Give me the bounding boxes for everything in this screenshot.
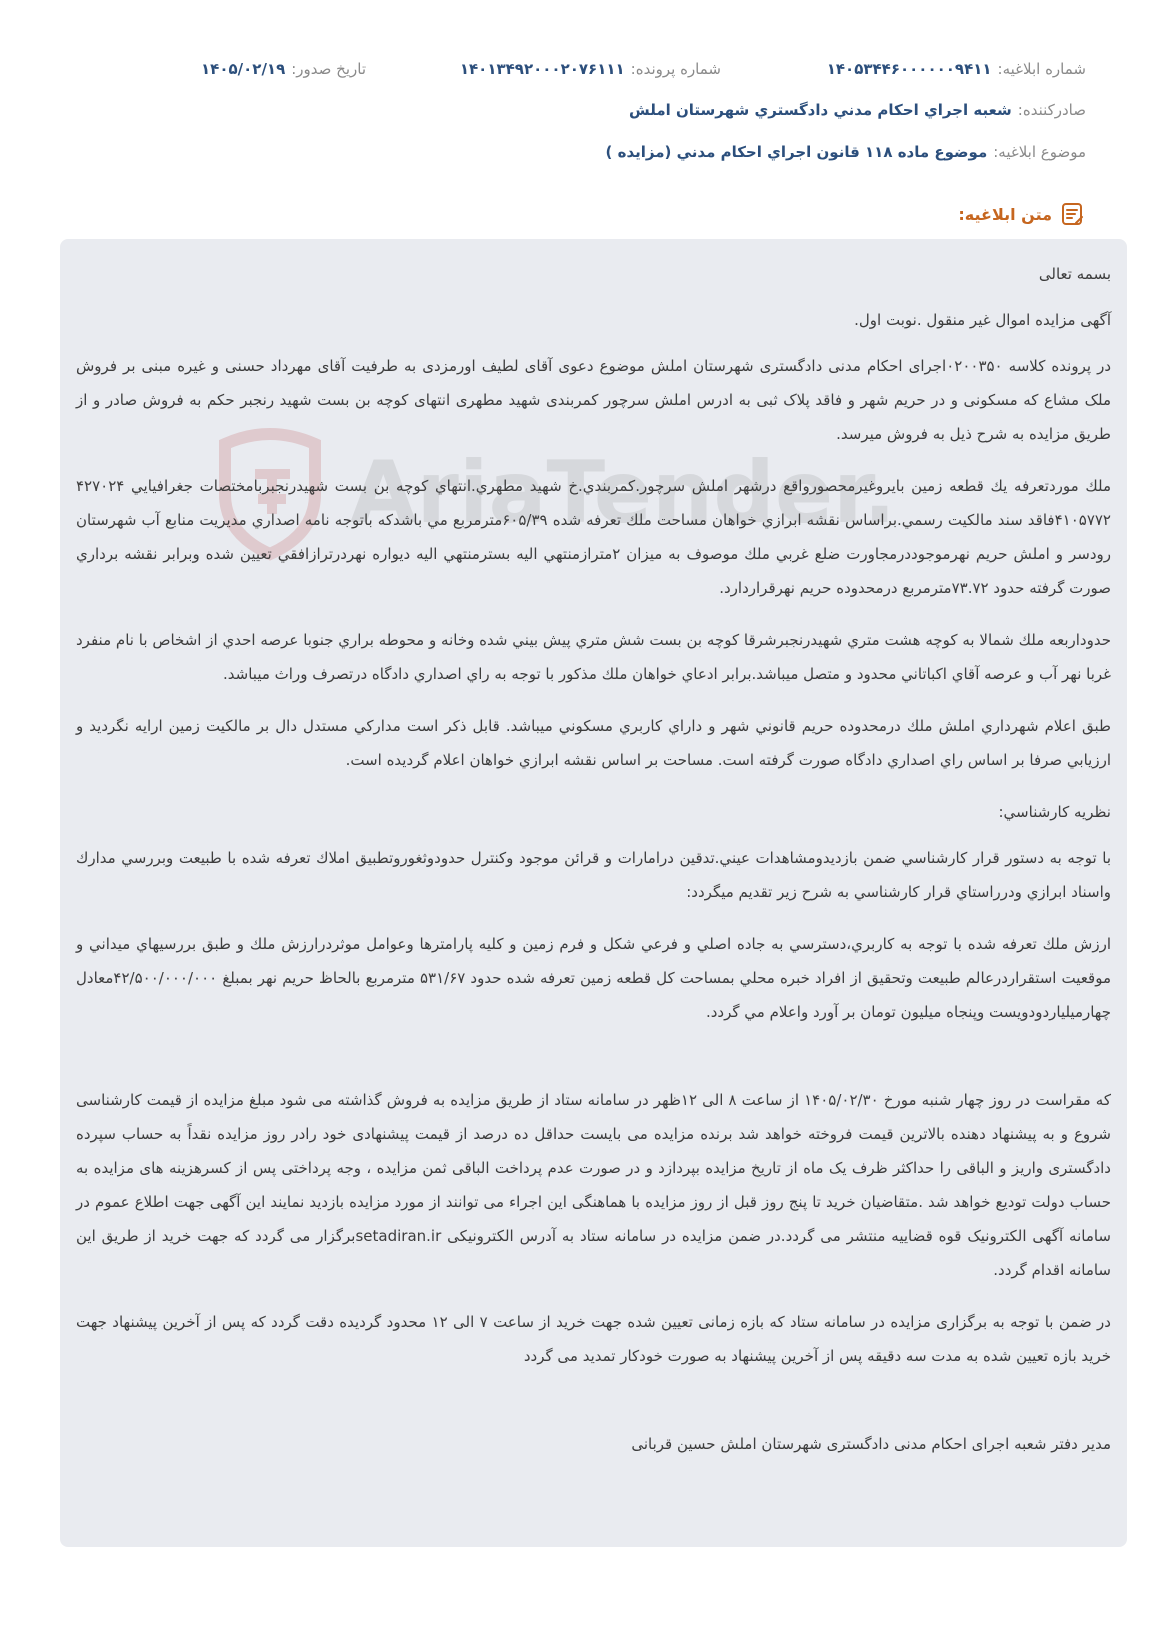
paragraph-valuation: ارزش ملك تعرفه شده با توجه به كاربري،دسترسي به جاده اصلي و فرعي شكل و فرم زمين و كليه پارامترها وعوامل موثردرارزش ملك و طبق بررسيهاي ميداني و موقعيت استقراردرعالم طبيعت وتحقيق از افراد خبره محلي بمساحت كل قطعه زمين تعرفه شده حدود ۵۳۱/۶۷ مترمربع بالحاظ حريم نهر بمبلغ ۴۲/۵۰۰/۰۰۰/۰۰۰معادل چهارميلياردودويست وپنجاه ميليون تومان بر آورد واعلام مي گردد.	[76, 935, 1112, 1021]
subject-row	[60, 140, 1086, 164]
notice-number-value: ۱۴۰۵۳۴۴۶۰۰۰۰۰۰۹۴۱۱	[826, 60, 992, 78]
spacer	[76, 1047, 1111, 1083]
notice-heading-text: متن ابلاغیه:	[958, 204, 1052, 224]
notice-heading	[958, 200, 1086, 228]
paragraph-boundaries: حدوداربعه ملك شمالا به كوچه هشت متري شهيدرنجبرشرقا كوچه بن بست شش متري پيش بيني شده وخانه و محوطه براري جنوبا عرصه احدي از اشخاص با نام منفرد غربا نهر آب و عرصه آقاي اكباتاني محدود و متصل ميباشد.برابر ادعاي خواهان ملك مذكور با توجه به راي اصداري دادگاه درتصرف وراث ميباشد.	[76, 631, 1111, 683]
issue-date	[201, 57, 366, 81]
spacer	[76, 1391, 1111, 1427]
document-list-icon	[1060, 201, 1086, 227]
paragraph-expert-intro: با توجه به دستور قرار كارشناسي ضمن بازديدومشاهدات عيني.تدقين درامارات و قرائن موجود وكنترل حدودوثغوروتطبيق املاك تعرفه شده با طبيعت وبررسي مدارك واسناد ابرازي ودرراستاي قرار كارشناسي به شرح زير تقديم ميگردد:	[76, 849, 1111, 901]
issuer-label: صادرکننده:	[1017, 101, 1086, 119]
notice-meta-row	[60, 57, 1086, 81]
notice-number-label: شماره ابلاغیه:	[997, 60, 1086, 78]
file-number-label: شماره پرونده:	[630, 60, 721, 78]
paragraph-title: آگهی مزایده اموال غیر منقول .نوبت اول.	[854, 311, 1111, 329]
issuer-value: شعبه اجراي احكام مدني دادگستري شهرستان املش	[629, 101, 1012, 119]
paragraph-expert-heading: نظريه كارشناسي:	[998, 803, 1111, 821]
notice-number	[827, 57, 1086, 81]
paragraph-signature: مدیر دفتر شعبه اجرای احکام مدنی دادگستری شهرستان املش حسین قربانی	[631, 1435, 1111, 1453]
svg-text:AriaTender.net: AriaTender.	[350, 443, 896, 543]
paragraph-municipality: طبق اعلام شهرداري املش ملك درمحدوده حريم قانوني شهر و داراي كاربري مسكوني ميباشد. قابل ذكر است مداركي مستدل دال بر مالكيت زمين ارايه نگرديد و ارزيابي صرفا بر اساس راي اصداري دادگاه صورت گرفته است. مساحت بر اساس نقشه ابرازي خواهان اعلام گرديده است.	[76, 717, 1111, 769]
paragraph-auction-terms: که مقراست در روز چهار شنبه مورخ ۱۴۰۵/۰۲/۳۰ از ساعت ۸ الی ۱۲ظهر در سامانه ستاد از طریق مزایده به فروش گذاشته می شود مبلغ مزایده از قیمت کارشناسی شروع و به پیشنهاد دهنده بالاترین قیمت فروخته خواهد شد برنده مزایده می بایست حداقل ده درصد از قیمت پیشنهادی خود رادر روز مزایده نقداً به حساب سپرده دادگستری واریز و الباقی را حداکثر ظرف یک ماه از تاریخ مزایده بپردازد و در صورت عدم پرداخت الباقی ثمن مزایده ، وجه پرداختی پس از کسرهزینه های مزایده به حساب دولت تودیع خواهد شد .متقاضیان خرید تا پنج روز قبل از روز مزایده با هماهنگی این اجراء می توانند از مورد مزایده بازدید نمایند این آگهی جهت اطلاع عموم در سامانه آگهی الکترونیک قوه قضاییه منتشر می گردد.در ضمن مزایده در سامانه ستاد به آدرس الکترونیکی setadiran.irبرگزار می گردد که جهت خرید از طریق این سامانه اقدام گردد.	[76, 1091, 1111, 1279]
paragraph-property: ملك موردتعرفه يك قطعه زمين بايروغيرمحصورواقع درشهر املش سرچور.كمربندي.خ شهيد مطهري.انتهاي كوچه بن بست شهيدرنجبربامختصات جغرافيايي ۴۲۷۰۲۴ ۴۱۰۵۷۷۲فاقد سند مالكيت رسمي.براساس نقشه ابرازي خواهان مساحت ملك تعرفه شده ۶۰۵/۳۹مترمربع مي باشدكه باتوجه نامه اصداري مديريت منابع آب شهرستان رودسر و املش حريم نهرموجوددرمجاورت ضلع غربي ملك موصوف به ميزان ۲مترازمنتهي اليه بسترمنتهي اليه ديواره نهردرترازافقي تعيين شده وبرابر نقشه برداري صورت گرفته حدود ۷۳.۷۲مترمربع درمحدوده حريم نهرقراردارد.	[76, 477, 1112, 597]
file-number	[460, 57, 721, 81]
issuer-row	[60, 98, 1086, 122]
file-number-value: ۱۴۰۱۳۴۹۲۰۰۰۲۰۷۶۱۱۱	[459, 60, 625, 78]
notice-body	[60, 239, 1127, 1547]
issuer	[629, 98, 1086, 122]
subject-label: موضوع ابلاغیه:	[993, 143, 1086, 161]
subject-value: موضوع ماده ۱۱۸ قانون اجراي احكام مدني (مزايده )	[605, 143, 988, 161]
subject	[606, 140, 1086, 164]
issue-date-value: ۱۴۰۵/۰۲/۱۹	[201, 60, 286, 78]
paragraph-case: در پرونده کلاسه ۰۲۰۰۳۵۰اجرای احکام مدنی دادگستری شهرستان املش موضوع دعوی آقای لطیف اورمزدی به طرفیت آقای مهرداد حسنی و غیره مبنی بر فروش ملک مشاع که مسکونی و در حریم شهر و فاقد پلاک ثبی به ادرس املش سرچور کمربندی شهید مطهری انتهای کوچه بن بست شهید رنجبر حکم به فروش صادر و از طریق مزایده به شرح ذیل به فروش میرسد.	[76, 357, 1112, 443]
paragraph-basmala: بسمه تعالی	[1038, 265, 1111, 283]
issue-date-label: تاریخ صدور:	[291, 60, 366, 78]
paragraph-auction-time: در ضمن با توجه به برگزاری مزایده در سامانه ستاد که بازه زمانی تعیین شده جهت خرید از ساعت ۷ الی ۱۲ محدود گردیده دقت گردد که پس از آخرین پیشنهاد جهت خرید بازه تعیین شده به مدت سه دقیقه پس از آخرین پیشنهاد به صورت خودکار تمدید می گردد	[76, 1313, 1111, 1365]
